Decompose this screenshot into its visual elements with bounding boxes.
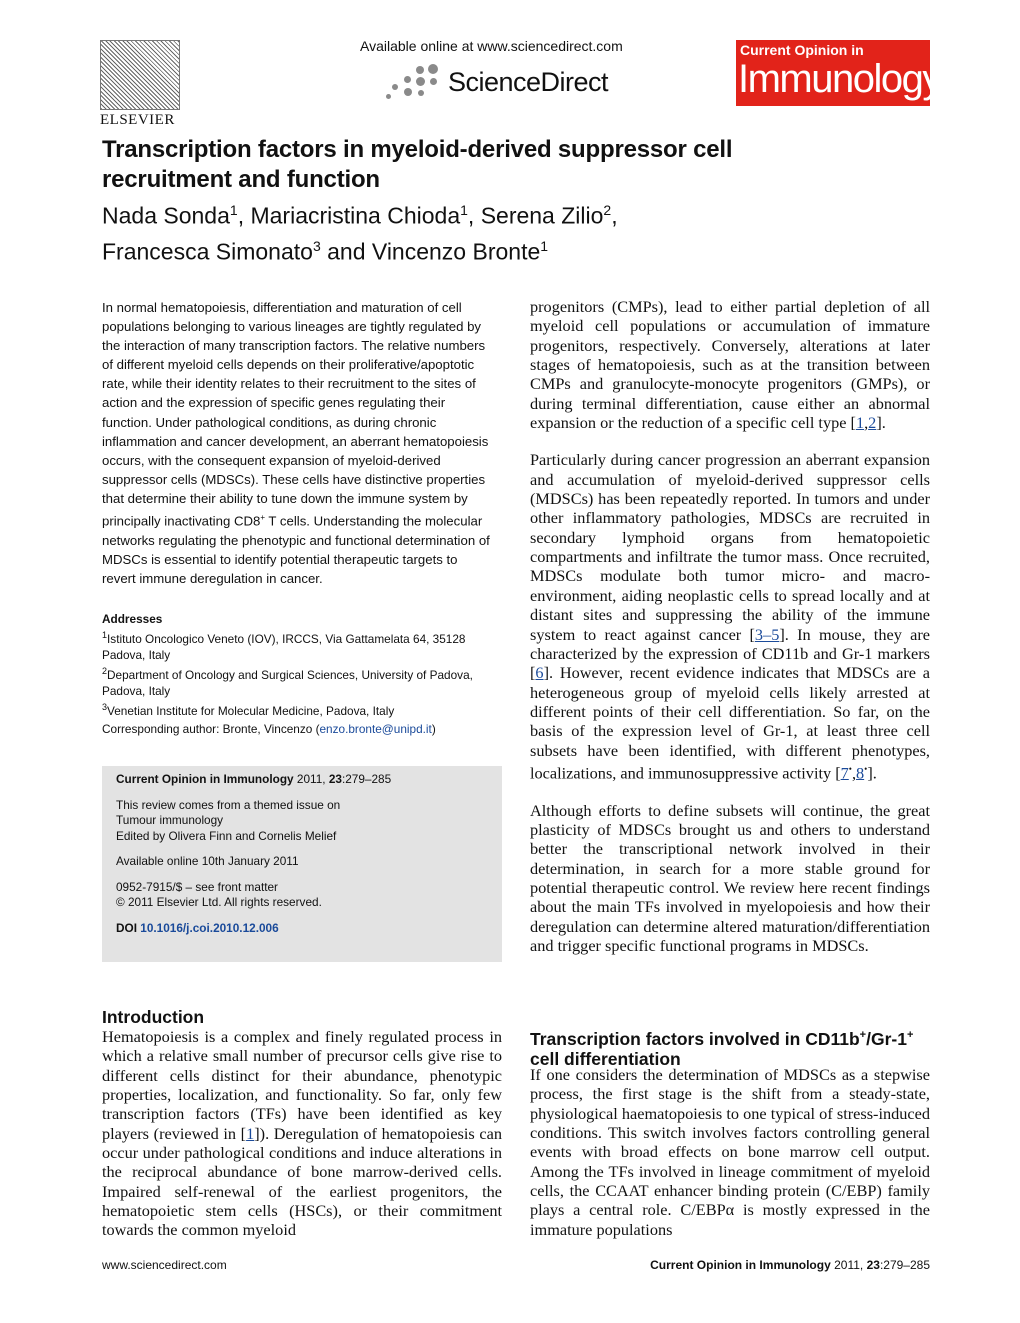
address-line: Istituto Oncologico Veneto (IOV), IRCCS, Via Gattamelata 64, 35128	[107, 631, 466, 646]
journal-logo-top: Current Opinion in	[740, 42, 864, 58]
reference-link[interactable]: 3–5	[754, 624, 780, 644]
author-affiliation: 2	[603, 202, 612, 218]
section-heading-transcription-factors	[530, 1025, 930, 1069]
author-affiliation: 1	[229, 202, 238, 218]
address-line: Venetian Institute for Molecular Medicine, Padova, Italy	[107, 703, 395, 718]
author-name: Nada Sonda	[102, 202, 230, 229]
author-separator: ,	[611, 202, 618, 229]
info-editors: Edited by Olivera Finn and Cornelis Melief	[116, 828, 337, 843]
heading-text: cell differentiation	[530, 1048, 681, 1069]
addresses	[102, 611, 502, 719]
body-text: ]. However, recent evidence indicates that MDSCs are a heterogeneous group of myeloid cells likely arrested at different points of their cell differentiation. So far, on the basis of the expression level of Gr-1, at least three cell subsets have been identified, with different phenotypes, localizations, and immunosuppressive activity [	[530, 663, 930, 783]
heading-superscript: +	[906, 1029, 914, 1041]
abstract-superscript: +	[260, 513, 265, 523]
publisher-name: ELSEVIER	[100, 112, 175, 128]
abstract-text: In normal hematopoiesis, differentiation and maturation of cell populations belonging to various lineages are tightly regulated by the interaction of many transcription factors. The relative numbers of different myeloid cells depends on their proliferative/apoptotic rate, while their identity relates to their recruitment to the sites of action and the expression of specific genes regulating their function. Under pathological conditions, as during chronic inflammation and cancer development, an aberrant hematopoiesis occurs, with the consequent expansion of myeloid-derived suppressor cells (MDSCs). These cells have distinctive properties that determine their ability to tune down the immune system by principally inactivating CD8	[102, 300, 489, 529]
reference-link[interactable]: 7	[840, 763, 849, 783]
reference-link[interactable]: 6	[535, 663, 544, 683]
reference-link[interactable]: 1	[855, 413, 865, 433]
sciencedirect-wordmark: ScienceDirect	[448, 66, 609, 97]
info-journal: Current Opinion in Immunology	[116, 772, 294, 786]
journal-logo-main: Immunology	[738, 57, 941, 101]
heading-text: /Gr-1	[866, 1028, 907, 1049]
footer-journal: Current Opinion in Immunology	[650, 1258, 831, 1272]
author-name: Serena Zilio	[480, 202, 604, 229]
address-item	[102, 663, 502, 699]
sciencedirect-dots-icon	[386, 64, 442, 100]
available-online-text: Available online at www.sciencedirect.com	[360, 38, 623, 54]
section-heading-introduction: Introduction	[102, 1007, 205, 1027]
info-pages: :279–285	[341, 772, 392, 786]
address-line: Department of Oncology and Surgical Sciences, University of Padova,	[107, 667, 473, 682]
body-text: If one considers the determination of MDSCs as a stepwise process, the first stage is the shift from a steady-state, physiological haematopoiesis to one typical of stress-induced conditions. This switch involves factors controlling general events with broad effects on bone marrow cell output. Among the TFs involved in lineage commitment of myeloid cells, the CCAAT enhancer binding protein (C/EBP) family plays a central role. C/EBPα is mostly expressed in the immature populations	[530, 1065, 930, 1239]
body-text: ].	[876, 413, 886, 433]
address-item	[102, 627, 502, 663]
elsevier-logo	[100, 40, 180, 128]
address-item	[102, 699, 502, 719]
elsevier-tree-icon	[100, 40, 180, 110]
reference-link[interactable]: 1	[246, 1123, 255, 1143]
info-copyright: © 2011 Elsevier Ltd. All rights reserved.	[116, 895, 322, 909]
address-number: 2	[102, 665, 108, 676]
reference-link[interactable]: 8	[856, 763, 865, 783]
abstract	[102, 298, 492, 588]
info-issn: 0952-7915/$ – see front matter	[116, 879, 278, 894]
right-column-text: progenitors (CMPs), lead to either partial depletion of all myeloid cell populations or accumulation of immature progenitors, respectively. Conversely, alterations at later stages of hematopoiesis, such as at the transition between CMPs and granulocyte-monocyte progenitors (GMPs), or during terminal differentiation, cause either an abnormal expansion or the reduction of a specific cell type [1,2]. Particularly during cancer progression an aberrant expansion and accumulation of myeloid-derived suppressor cells (MDSCs) has been repeatedly reported. In tumors and under other inflammatory pathologies, MDSCs are recruited in secondary lymphoid organs from hematopoietic compartments and infiltrate the tumor mass. Once recruited, MDSCs modulate both tumor micro- and macro-environment, aiding neoplastic cells to spread locally and at distant sites and suppressing the ability of the immune system to react against cancer [3–5]. In mouse, they are characterized by the expression of CD11b and Gr-1 markers [6]. However, recent evidence indicates that MDSCs are a heterogeneous group of myeloid cells likely arrested at different points of their cell differentiation. So far, on the basis of the expression level of Gr-1, at least three cell subsets have been identified, with different phenotypes, localizations, and immunosuppressive activity [7•,8•]. Although efforts to define subsets will continue, the great plasticity of MDSCs brought us and others to understand better the transcriptional network involved in their determination, in search for a more stable ground for potential therapeutic control. We review here recent findings about the main TFs involved in myelopoiesis and how their deregulation can determine altered maturation/differentiation and trigger specific functional programs in MDSCs.	[530, 297, 930, 956]
article-title: Transcription factors in myeloid-derived suppressor cell recruitment and function	[102, 136, 733, 193]
corresponding-email-link[interactable]: enzo.bronte@unipd.it	[319, 722, 432, 736]
author-name: Mariacristina Chioda	[250, 202, 461, 229]
author-affiliation: 1	[460, 202, 468, 218]
author-separator: and	[320, 238, 372, 265]
author-list	[102, 195, 802, 266]
footer-year: 2011,	[830, 1258, 867, 1272]
info-theme: Tumour immunology	[116, 813, 224, 827]
addresses-heading: Addresses	[102, 612, 163, 626]
abstract-text-end: T cells. Understanding the molecular networks regulating the phenotypic and functional determination of MDSCs is essential to identify potential therapeutic targets to revert immune deregulation in cancer.	[102, 513, 490, 586]
author-affiliation: 1	[540, 237, 549, 254]
body-text: Hematopoiesis is a complex and finely regulated process in which a relative small number of precursor cells give rise to different cells distinct for their abundance, phenotypic properties, localization, and functionality. So far, only few transcription factors (TFs) have been identified as key players (reviewed in [	[102, 1027, 502, 1143]
corresponding-author	[102, 722, 502, 736]
author-affiliation: 3	[312, 237, 321, 254]
doi-link[interactable]: 10.1016/j.coi.2010.12.006	[140, 920, 279, 935]
info-doi-label: DOI	[116, 920, 141, 935]
author-separator: ,	[467, 202, 481, 229]
article-info-box	[102, 766, 502, 962]
footer-pages: :279–285	[879, 1258, 930, 1272]
info-available-date: Available online 10th January 2011	[116, 854, 299, 868]
footer-website: www.sciencedirect.com	[102, 1258, 227, 1272]
body-text: Particularly during cancer progression an aberrant expansion and accumulation of myeloid-derived suppressor cells (MDSCs) has been repeatedly reported. In tumors and under other inflammatory pathologies, MDSCs are recruited in secondary lymphoid organs from hematopoietic compartments and infiltrate the tumor mass. Once recruited, MDSCs modulate both tumor micro- and macro-environment, aiding neoplastic cells to spread locally and at distant sites and suppressing the ability of the immune system to react against cancer [	[530, 450, 930, 644]
transcription-factors-text	[530, 1065, 930, 1257]
address-line: Padova, Italy	[102, 683, 171, 698]
introduction-text	[102, 1027, 502, 1258]
corresponding-prefix: Corresponding author: Bronte, Vincenzo (	[102, 722, 320, 736]
author-separator: ,	[237, 202, 251, 229]
body-text: Although efforts to define subsets will continue, the great plasticity of MDSCs brought us and others to understand better the transcriptional network involved in their determination, in search for a more stable ground for potential therapeutic control. We review here recent findings about the main TFs involved in myelopoiesis and how their deregulation can determine altered maturation/differentiation and trigger specific functional programs in MDSCs.	[530, 800, 930, 956]
body-text: ].	[867, 763, 877, 783]
footer-volume: 23	[866, 1258, 880, 1272]
address-line: Padova, Italy	[102, 647, 171, 662]
address-number: 1	[102, 630, 108, 640]
reference-link[interactable]: 2	[868, 413, 877, 433]
corresponding-suffix: )	[431, 722, 436, 736]
info-year: 2011,	[293, 772, 329, 786]
body-text: ]. In mouse, they are characterized by the expression of CD11b and Gr-1 markers [	[530, 624, 930, 683]
body-text: progenitors (CMPs), lead to either partial depletion of all myeloid cell populations or accumulation of immature progenitors, respectively. Conversely, alterations at later stages of hematopoiesis, such as at the transition between CMPs and granulocyte-monocyte progenitors (GMPs), or during terminal differentiation, cause either an abnormal expansion or the reduction of a specific cell type [	[530, 297, 930, 433]
heading-text: Transcription factors involved in CD11b	[530, 1028, 860, 1049]
footer-citation	[650, 1258, 930, 1272]
journal-logo	[736, 40, 941, 106]
info-volume: 23	[328, 772, 342, 786]
heading-superscript: +	[859, 1029, 867, 1041]
body-text: ]). Deregulation of hematopoiesis can occur under pathological conditions and induce alterations in the reciprocal abundance of bone marrow-derived cells. Impaired self-renewal of the earliest progenitors, the hematopoietic stem cells (HSCs), or their commitment towards the common myeloid	[102, 1123, 502, 1240]
info-themed-issue: This review comes from a themed issue on	[116, 797, 341, 812]
author-name: Francesca Simonato	[102, 238, 313, 265]
address-number: 3	[102, 701, 108, 712]
sciencedirect-logo	[386, 60, 626, 104]
author-name: Vincenzo Bronte	[371, 238, 541, 265]
